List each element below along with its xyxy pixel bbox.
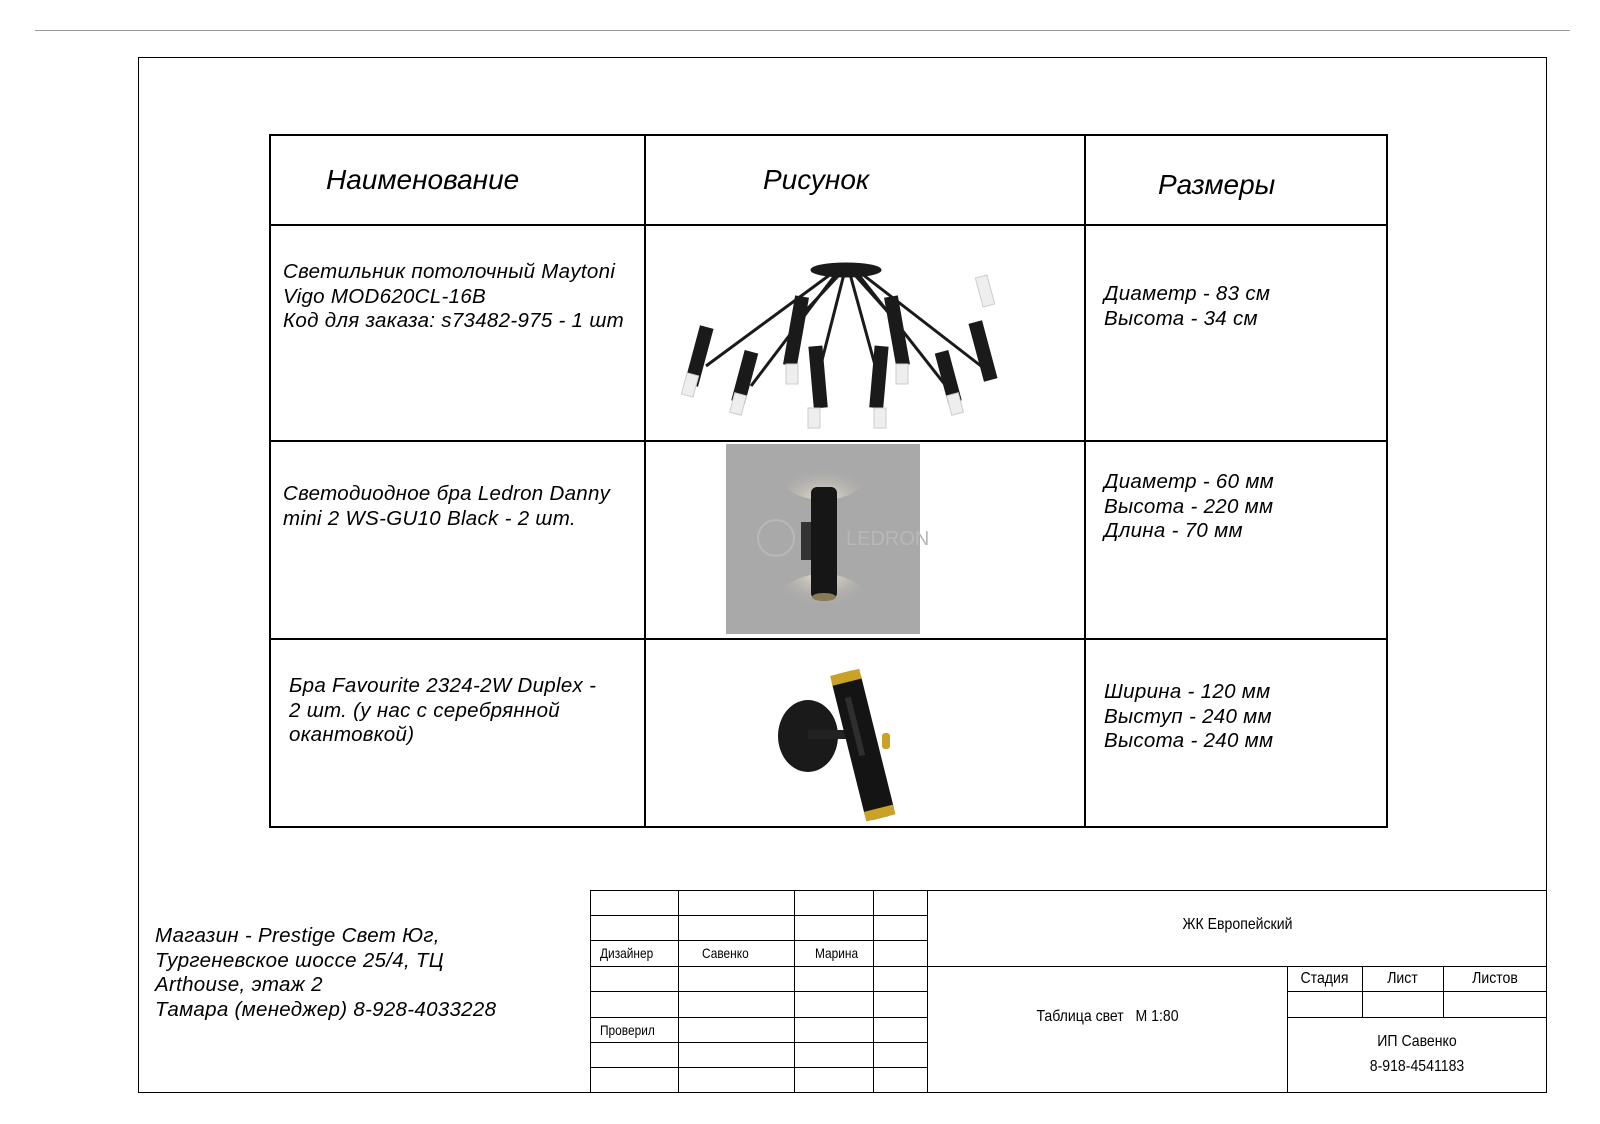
designer-name: Марина <box>815 945 859 961</box>
item-name: Светодиодное бра Ledron Danny mini 2 WS-GU10 Black - 2 шт. <box>283 482 611 530</box>
top-rule <box>35 30 1570 31</box>
project-title: ЖК Европейский <box>1182 916 1293 933</box>
table-row <box>270 639 1387 827</box>
chandelier-icon <box>646 226 1084 440</box>
header-picture: Рисунок <box>645 135 1085 225</box>
company-name: ИП Савенко <box>1377 1033 1457 1050</box>
store-note: Магазин - Prestige Свет Юг, Тургеневское шоссе 25/4, ТЦ Arthouse, этаж 2 Тамара (менеджер) 8-928-4033228 <box>155 924 497 1021</box>
header-row <box>270 135 1387 225</box>
header-name: Наименование <box>270 135 645 225</box>
table-row <box>270 441 1387 639</box>
designer-label: Дизайнер <box>600 945 654 961</box>
stage-label: Стадия <box>1300 970 1349 987</box>
checked-label: Проверил <box>600 1022 655 1038</box>
item-name: Бра Favourite 2324-2W Duplex - 2 шт. (у нас с серебрянной окантовкой) <box>289 674 597 746</box>
duplex-sconce-icon <box>646 640 1084 826</box>
item-name: Светильник потолочный Maytoni Vigo MOD620CL-16B Код для заказа: s73482-975 - 1 шт <box>283 260 625 332</box>
company-phone: 8-918-4541183 <box>1369 1058 1465 1075</box>
sheet-title: Таблица свет М 1:80 <box>1036 1008 1179 1025</box>
title-block <box>590 890 1547 1093</box>
table-row <box>270 225 1387 441</box>
designer-surname: Савенко <box>702 945 749 961</box>
sheets-label: Листов <box>1472 970 1518 987</box>
spec-table <box>269 134 1388 828</box>
watermark-text: LEDRON <box>846 528 930 550</box>
item-dimensions: Диаметр - 83 см Высота - 34 см <box>1104 282 1271 330</box>
item-dimensions: Диаметр - 60 мм Высота - 220 мм Длина - 70 мм <box>1104 470 1275 542</box>
wall-sconce-icon <box>646 442 1084 638</box>
header-dimensions: Размеры <box>1085 135 1387 225</box>
sheet-label: Лист <box>1387 970 1418 987</box>
item-dimensions: Ширина - 120 мм Выступ - 240 мм Высота - 240 мм <box>1104 680 1274 752</box>
